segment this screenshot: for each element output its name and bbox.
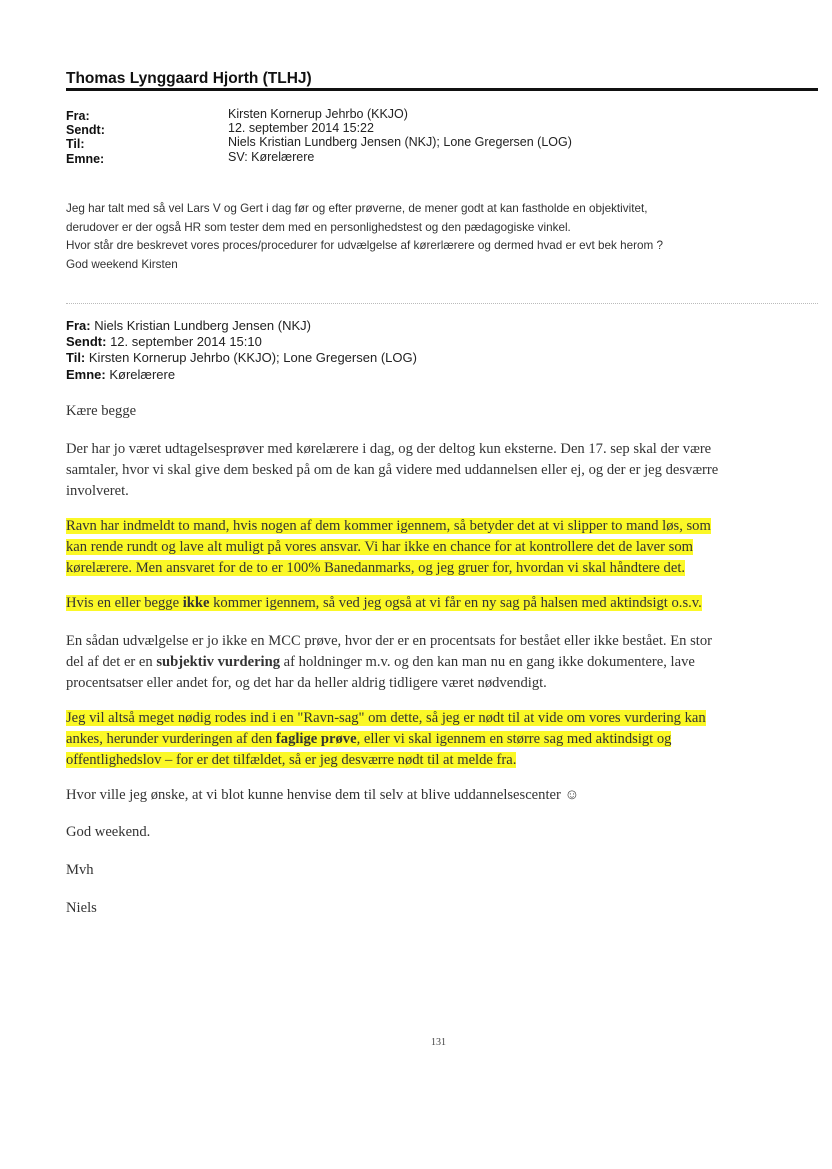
paragraph-5-highlighted <box>66 708 818 771</box>
reply-line: Hvor står dre beskrevet vores proces/procedurer for udvælgelse af kørerlærere og dermed hvad er evt bek herom ? <box>66 239 663 252</box>
reply-subject-value: SV: Kørelærere <box>228 150 315 164</box>
paragraph-4 <box>66 631 818 694</box>
paragraph-3-highlighted <box>66 593 818 614</box>
reply-to-value: Niels Kristian Lundberg Jensen (NKJ); Lone Gregersen (LOG) <box>228 135 572 149</box>
paragraph-line: involveret. <box>66 483 129 499</box>
paragraph-2-highlighted <box>66 516 818 579</box>
text-run: Hvis en eller begge <box>66 595 183 611</box>
reply-body <box>66 200 806 274</box>
header-rule <box>66 88 818 91</box>
page-number: 131 <box>431 1037 446 1048</box>
reply-subject-label: Emne: <box>66 152 105 166</box>
sender-name: Thomas Lynggaard Hjorth (TLHJ) <box>66 70 312 87</box>
orig-to <box>66 349 417 367</box>
orig-from-value: Niels Kristian Lundberg Jensen (NKJ) <box>94 318 311 333</box>
reply-line: derudover er der også HR som tester dem med en personlighedstest og den pædagogiske vinkel. <box>66 220 571 234</box>
bold-text: subjektiv vurdering <box>156 654 281 670</box>
text-run: kommer igennem, så ved jeg også at vi får en ny sag på halsen med aktindsigt o.s.v. <box>209 595 702 611</box>
highlighted-text <box>66 731 671 747</box>
reply-line: God weekend Kirsten <box>66 257 178 271</box>
paragraph-1 <box>66 439 818 502</box>
reply-from-label: Fra: <box>66 109 90 123</box>
orig-from-label: Fra: <box>66 318 91 333</box>
paragraph-line: Der har jo været udtagelsesprøver med kørelærere i dag, og der deltog kun eksterne. Den 17. sep skal der være <box>66 441 712 457</box>
text-run: af holdninger m.v. og den kan man nu en gang ikke dokumentere, lave <box>280 654 695 670</box>
paragraph-line: procentsatser eller andet for, og det har da heller aldrig tidligere været nødvendigt. <box>66 675 547 691</box>
text-run: , eller vi skal igennem en større sag med aktindsigt og <box>356 731 672 747</box>
highlighted-line: Jeg vil altså meget nødig rodes ind i en "Ravn-sag" om dette, så jeg er nødt til at vide om vores vurdering kan <box>66 710 706 726</box>
orig-subject-value: Kørelærere <box>109 367 176 382</box>
orig-sent-label: Sendt: <box>66 334 107 349</box>
highlighted-line: Ravn har indmeldt to mand, hvis nogen af dem kommer igennem, så betyder det at vi slipper to mand løs, som <box>66 518 711 534</box>
bold-text: faglige prøve <box>275 731 357 747</box>
paragraph-line <box>66 652 818 673</box>
text-run: ankes, herunder vurderingen af den <box>66 731 276 747</box>
highlighted-text <box>66 595 702 611</box>
regards: Mvh <box>66 862 94 878</box>
signature-name: Niels <box>66 900 97 916</box>
orig-to-label: Til: <box>66 350 86 365</box>
orig-to-value: Kirsten Kornerup Jehrbo (KKJO); Lone Gregersen (LOG) <box>88 350 417 365</box>
greeting: Kære begge <box>66 403 137 419</box>
paragraph-line: samtaler, hvor vi skal give dem besked på om de kan gå videre med uddannelsen eller ej, og der er jeg desværre <box>66 462 719 478</box>
highlighted-line: kan rende rundt og lave alt muligt på vores ansvar. Vi har ikke en chance for at kontrollere det de laver som <box>66 539 693 555</box>
reply-line: Jeg har talt med så vel Lars V og Gert i dag før og efter prøverne, de mener godt at kan fastholde en objektivitet, <box>66 202 648 215</box>
reply-to-label: Til: <box>66 137 85 151</box>
reply-sent-value: 12. september 2014 15:22 <box>228 121 374 135</box>
bold-text: ikke <box>182 595 210 611</box>
reply-from-value: Kirsten Kornerup Jehrbo (KKJO) <box>228 107 408 121</box>
text-run: del af det er en <box>66 654 157 670</box>
orig-sent-value: 12. september 2014 15:10 <box>110 334 262 349</box>
message-separator <box>66 303 818 304</box>
highlighted-line: offentlighedslov – for er det tilfældet, så er jeg desværre nødt til at melde fra. <box>66 752 517 768</box>
sign-off: God weekend. <box>66 824 151 840</box>
reply-sent-label: Sendt: <box>66 123 105 137</box>
orig-subject-label: Emne: <box>66 367 106 382</box>
paragraph-6: Hvor ville jeg ønske, at vi blot kunne henvise dem til selv at blive uddannelsescenter ☺ <box>66 787 580 803</box>
highlighted-line: kørelærere. Men ansvaret for de to er 100% Banedanmarks, og jeg gruer for, hvordan vi skal håndtere det. <box>66 560 686 576</box>
orig-subject <box>66 366 175 384</box>
paragraph-line: En sådan udvælgelse er jo ikke en MCC prøve, hvor der er en procentsats for bestået eller ikke bestået. En stor <box>66 633 712 649</box>
